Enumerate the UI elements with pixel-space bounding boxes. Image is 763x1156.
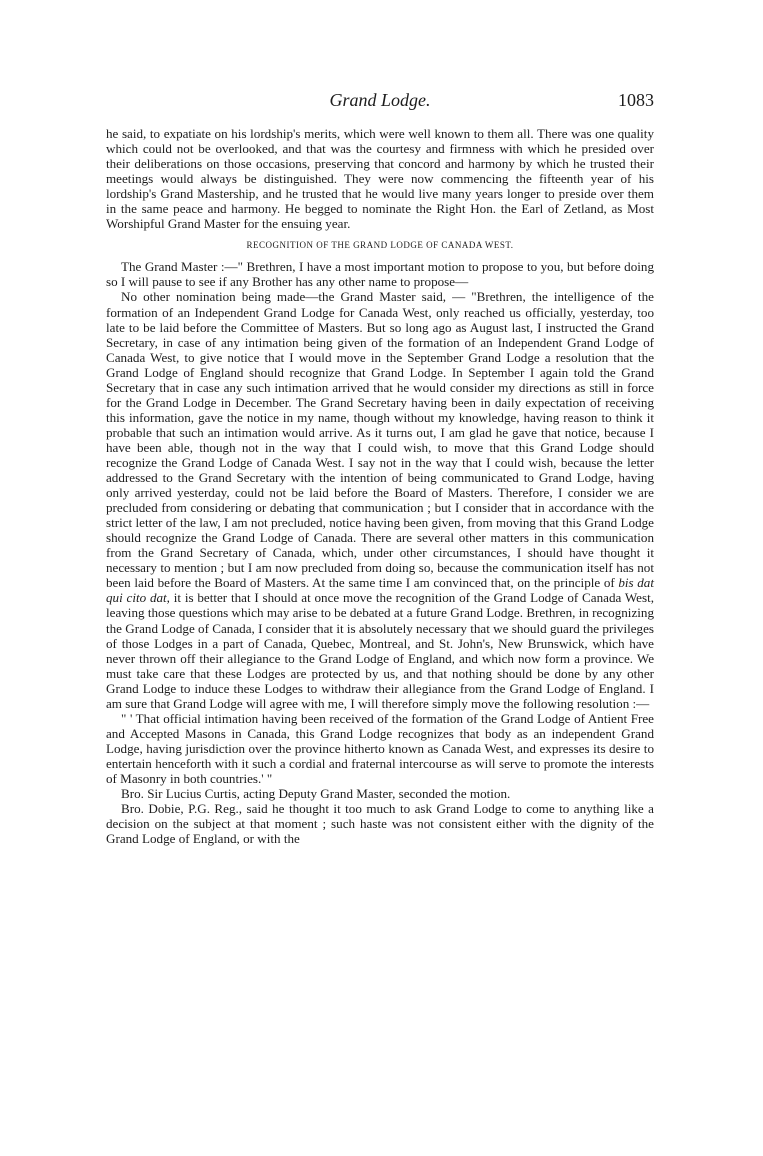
page-number: 1083	[618, 90, 654, 110]
paragraph-seconded: Bro. Sir Lucius Curtis, acting Deputy Grand Master, seconded the motion.	[121, 786, 511, 802]
paragraph-grand-master: The Grand Master :—" Brethren, I have a most important motion to propose to you, but before doing so I will pause to see if any Brother has any other name to propose—	[106, 259, 654, 290]
speech-text-part-1: No other nomination being made—the Grand Master said, — "Brethren, the intelligence of the formation of an Independent Grand Lodge for Canada West, only reached us officially, yesterday, too late to be laid before the Committee of Masters. But so long ago as August last, I instructed the Grand Secretary, in case of any intimation being given of the formation of an Independent Grand Lodge of Canada West, to give notice that I would move in the September Grand Lodge a resolution that the Grand Lodge of England should recognize that Grand Lodge. In September I again told the Grand Secretary that in case any such intimation arrived that he would consider my directions as still in force for the Grand Lodge in December. The Grand Secretary having been in daily expectation of receiving this information, gave the notice in my name, though without my knowledge, having reason to think it probable that such an intimation would arrive. As it turns out, I am glad he gave that notice, because I have been able, though not in the way that I could wish, to move that this Grand Lodge should recognize the Grand Lodge of Canada West. I say not in the way that I could wish, because the letter addressed to the Grand Secretary with the intention of being communicated to Grand Lodge, having only arrived yesterday, could not be laid before the Board of Masters. Therefore, I consider we are precluded from considering or debating that communication ; but I consider that in accordance with the strict letter of the law, I am not precluded, notice having been given, from moving that this Grand Lodge should recognize the Grand Lodge of Canada. There are several other matters in this communication from the Grand Secretary of Canada, which, under other circumstances, I should have thought it necessary to mention ; but I am now precluded from doing so, because the communication itself has not been laid before the Board of Masters. At the same time I am convinced that, on the principle of	[106, 289, 654, 591]
article-body	[106, 126, 654, 846]
running-title: Grand Lodge.	[329, 90, 431, 110]
running-header	[106, 90, 654, 116]
paragraph-main-speech	[106, 289, 654, 710]
paragraph-dobie: Bro. Dobie, P.G. Reg., said he thought it too much to ask Grand Lodge to come to anything like a decision on the subject at that moment ; such haste was not consistent either with the dignity of the Grand Lodge of England, or with the	[106, 801, 654, 847]
latin-phrase: bis dat qui cito dat,	[106, 575, 654, 606]
paragraph-resolution: " ' That official intimation having been received of the formation of the Grand Lodge of Antient Free and Accepted Masons in Canada, this Grand Lodge recognizes that body as an independent Grand Lodge, having jurisdiction over the province hitherto known as Canada West, and expresses its desire to entertain henceforth with it such a cordial and fraternal intercourse as will serve to promote the interests of Masonry in both countries.' "	[106, 710, 654, 786]
speech-text-part-2: it is better that I should at once move the recognition of the Grand Lodge of Canada West, leaving those questions which may arise to be debated at a future Grand Lodge. Brethren, in recognizing the Grand Lodge of Canada, I consider that it is absolutely necessary that we should guard the privileges of those Lodges in a part of Canada, Quebec, Montreal, and St. John's, New Brunswick, which have never thrown off their allegiance to the Grand Lodge of England, and which now form a province. We must take care that these Lodges are protected by us, and that nothing should be done by any other Grand Lodge to induce these Lodges to withdraw their allegiance from the Grand Lodge of England. I am sure that Grand Lodge will agree with me, I will therefore simply move the following resolution :—	[106, 590, 654, 711]
section-heading: RECOGNITION OF THE GRAND LODGE OF CANADA WEST.	[246, 240, 514, 251]
paragraph-opening: he said, to expatiate on his lordship's merits, which were well known to them all. There was one quality which could not be overlooked, and that was the courtesy and firmness with which he presided over their deliberations on those occasions, preserving that concord and harmony by which he trusted their meetings would always be distinguished. They were now commencing the fifteenth year of his lordship's Grand Mastership, and he trusted that he would live many years longer to preside over them in the same peace and harmony. He begged to nominate the Right Hon. the Earl of Zetland, as Most Worshipful Grand Master for the ensuing year.	[106, 126, 654, 232]
